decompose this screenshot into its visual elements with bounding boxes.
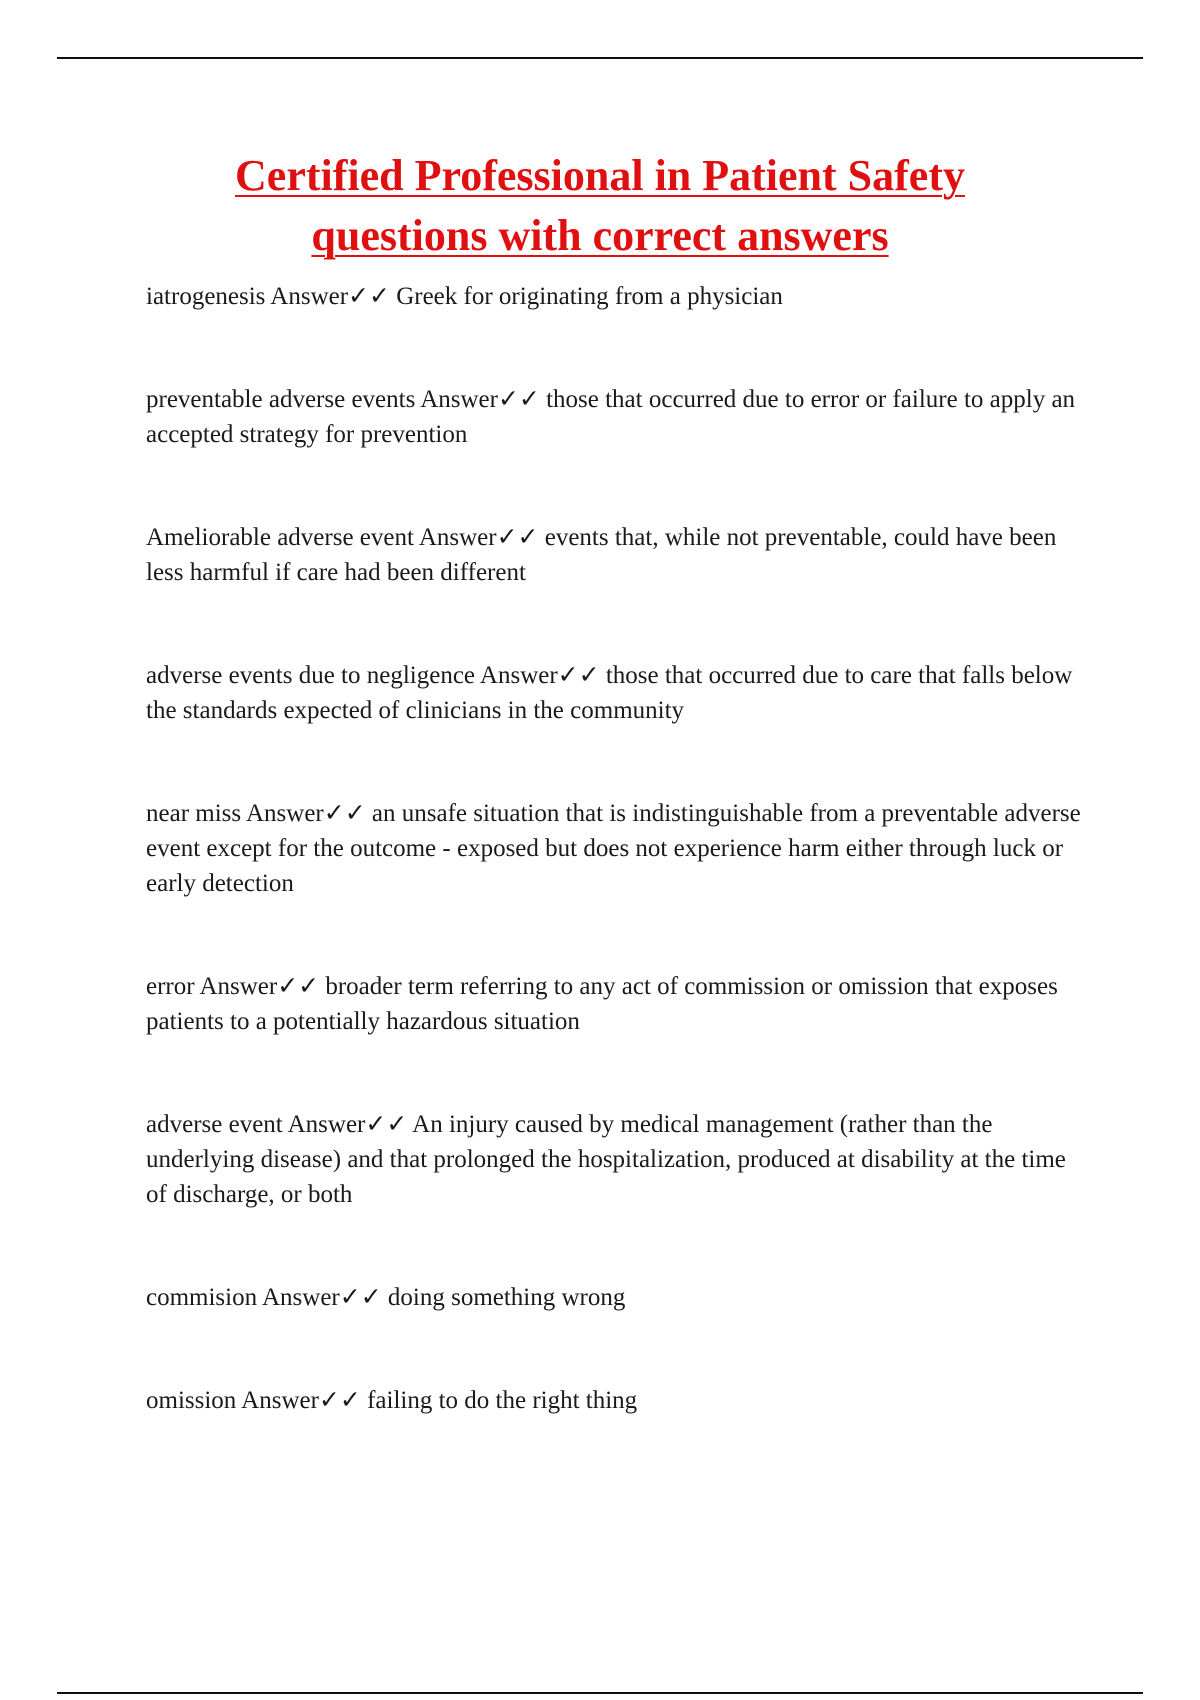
qa-entry-near-miss: [146, 796, 1091, 901]
term: Ameliorable adverse event: [146, 524, 414, 551]
qa-entry-adverse-events-negligence: [146, 658, 1091, 728]
term: adverse event: [146, 1111, 283, 1138]
term: error: [146, 973, 195, 1000]
definition: failing to do the right thing: [367, 1387, 638, 1414]
answer-marker: Answer✓✓: [479, 662, 600, 689]
answer-marker: Answer✓✓: [261, 1284, 382, 1311]
qa-entry-commision: [146, 1280, 1091, 1315]
qa-entry-omission: [146, 1383, 1091, 1418]
definition: events that, while not preventable, could have been less harmful if care had been different: [146, 524, 1057, 586]
answer-marker: Answer✓✓: [418, 524, 539, 551]
definition: broader term referring to any act of commission or omission that exposes patients to a potentially hazardous situation: [146, 973, 1058, 1035]
answer-marker: Answer✓✓: [420, 386, 540, 413]
definition: Greek for originating from a physician: [396, 283, 783, 310]
term: iatrogenesis: [146, 283, 266, 310]
document-title: [0, 146, 1200, 266]
qa-entry-preventable-adverse-events: [146, 382, 1091, 452]
definition: doing something wrong: [387, 1284, 626, 1311]
qa-entry-adverse-event: [146, 1107, 1091, 1212]
term: near miss: [146, 800, 242, 827]
definition: An injury caused by medical management (rather than the underlying disease) and that prolonged the hospitalization, produced at disability at the time of discharge, or both: [146, 1111, 1066, 1208]
qa-entry-ameliorable-adverse-event: [146, 520, 1091, 590]
answer-marker: Answer✓✓: [287, 1111, 408, 1138]
term: omission: [146, 1387, 237, 1414]
definition: those that occurred due to care that falls below the standards expected of clinicians in the community: [146, 662, 1073, 724]
title-line-2: questions with correct answers: [311, 211, 889, 260]
answer-marker: Answer✓✓: [199, 973, 320, 1000]
answer-marker: Answer✓✓: [246, 800, 366, 827]
term: adverse events due to negligence: [146, 662, 476, 689]
top-rule: [57, 57, 1143, 59]
title-line-1: Certified Professional in Patient Safety: [235, 151, 965, 200]
term: commision: [146, 1284, 258, 1311]
definition: an unsafe situation that is indistinguishable from a preventable adverse event except for the outcome - exposed but does not experience harm either through luck or early detection: [146, 800, 1081, 897]
answer-marker: Answer✓✓: [270, 283, 390, 310]
qa-entry-iatrogenesis: [146, 279, 1091, 314]
bottom-rule: [57, 1692, 1143, 1694]
qa-entry-error: [146, 969, 1091, 1039]
definition: those that occurred due to error or failure to apply an accepted strategy for prevention: [146, 386, 1076, 448]
term: preventable adverse events: [146, 386, 416, 413]
qa-list: [146, 279, 1091, 1418]
answer-marker: Answer✓✓: [241, 1387, 361, 1414]
